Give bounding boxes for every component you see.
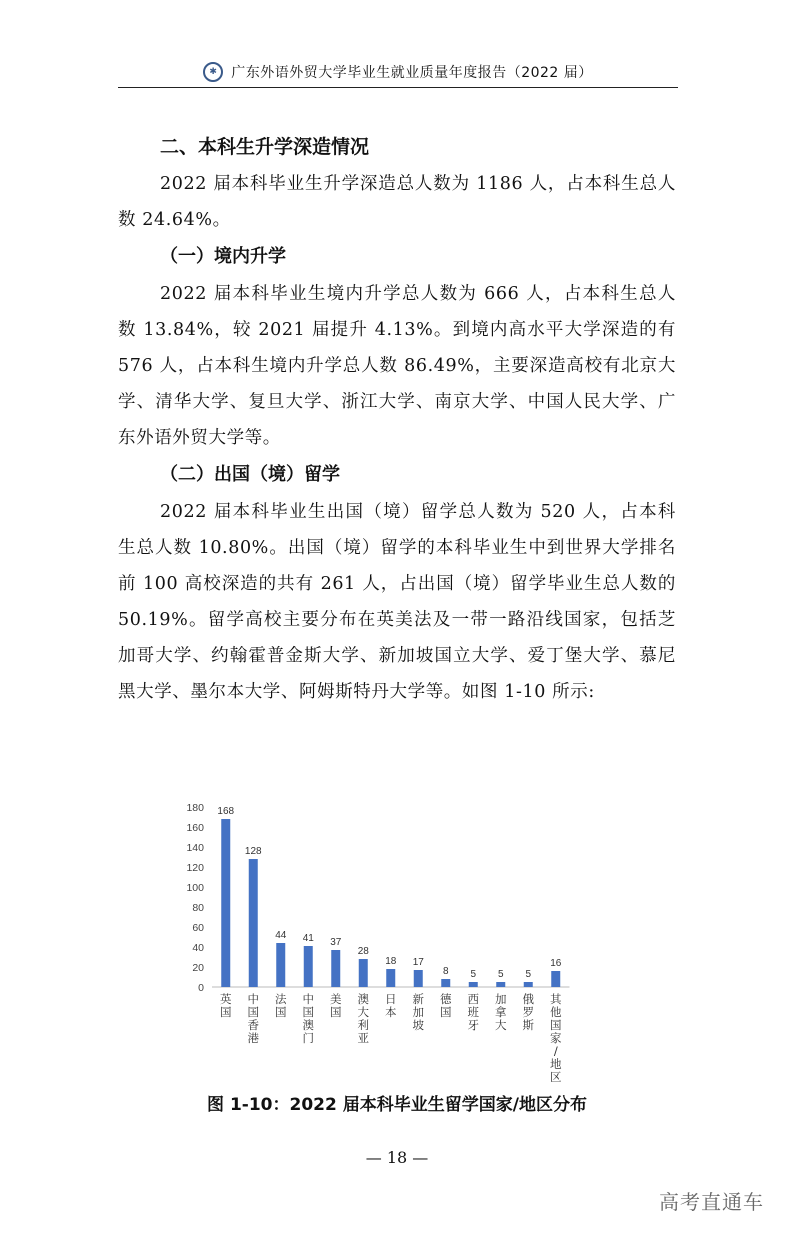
domestic-text: 2022 届本科毕业生境内升学总人数为 666 人，占本科生总人数 13.84%，较 2021 届提升 4.13%。到境内高水平大学深造的有 576 人，占本科生境内升学总人数 86.49%，主要深造高校有北京大学、清华大学、复旦大学、浙江大学、南京大学、中国人民大学、广东外语外贸大学等。: [118, 284, 676, 448]
bar-2: [276, 943, 285, 987]
category-label: 英国: [220, 992, 232, 1019]
data-label: 16: [550, 958, 562, 969]
data-label: 44: [275, 930, 287, 941]
category-label: 新加坡: [412, 992, 424, 1032]
data-label: 8: [442, 966, 449, 977]
data-label: 128: [244, 846, 262, 857]
bar-5: [359, 959, 368, 987]
domestic-title: （一）境内升学: [160, 246, 286, 267]
section-intro: 2022 届本科毕业生升学深造总人数为 1186 人，占本科生总人数 24.64%。: [118, 174, 676, 230]
y-tick-label: 180: [186, 802, 204, 814]
bar-7: [414, 970, 423, 987]
category-label: 日本: [385, 992, 397, 1019]
category-label: 俄罗斯: [522, 992, 534, 1032]
y-tick-label: 40: [192, 942, 204, 954]
watermark: 高考直通车: [659, 1190, 764, 1214]
category-label: 法国: [275, 992, 287, 1019]
y-tick-label: 0: [198, 982, 204, 994]
page-number: — 18 —: [365, 1148, 429, 1167]
category-label: 德国: [440, 992, 452, 1019]
bar-12: [551, 971, 560, 987]
bar-11: [524, 982, 533, 987]
y-tick-label: 80: [192, 902, 204, 914]
bar-4: [331, 950, 340, 987]
university-seal-icon: ✱: [203, 62, 223, 82]
bar-10: [496, 982, 505, 987]
data-label: 37: [330, 937, 342, 948]
chart-caption: 图 1-10：2022 届本科毕业生留学国家/地区分布: [207, 1095, 587, 1115]
section-title: 二、本科生升学深造情况: [160, 136, 370, 158]
main-content: [118, 128, 676, 710]
category-label: 其他国家/地区: [550, 992, 562, 1082]
bar-9: [469, 982, 478, 987]
bar-chart: [176, 792, 596, 1082]
y-tick-label: 140: [186, 842, 204, 854]
abroad-text: 2022 届本科毕业生出国（境）留学总人数为 520 人，占本科生总人数 10.80%。出国（境）留学的本科毕业生中到世界大学排名前 100 高校深造的共有 261 人，占出国（境）留学毕业生总人数的 50.19%。留学高校主要分布在英美法及一带一路沿线国家，包括芝加哥大学、约翰霍普金斯大学、新加坡国立大学、爱丁堡大学、慕尼黑大学、墨尔本大学、阿姆斯特丹大学等。如图 1-10 所示:: [118, 502, 676, 702]
data-label: 18: [385, 956, 397, 967]
data-label: 168: [217, 806, 235, 817]
bar-0: [221, 819, 230, 987]
category-label: 中国香港: [247, 992, 259, 1045]
data-label: 28: [357, 946, 369, 957]
bar-3: [304, 946, 313, 987]
y-tick-label: 120: [186, 862, 204, 874]
y-tick-label: 20: [192, 962, 204, 974]
category-label: 加拿大: [495, 992, 507, 1032]
data-label: 5: [525, 969, 532, 980]
data-label: 17: [412, 957, 424, 968]
y-tick-label: 160: [186, 822, 204, 834]
category-label: 中国澳门: [302, 992, 314, 1045]
abroad-title: （二）出国（境）留学: [160, 464, 340, 485]
bar-1: [249, 859, 258, 987]
category-label: 美国: [330, 992, 342, 1019]
data-label: 5: [497, 969, 504, 980]
y-tick-label: 100: [186, 882, 204, 894]
data-label: 5: [470, 969, 477, 980]
page-header: [118, 60, 678, 88]
category-label: 澳大利亚: [357, 992, 369, 1045]
category-label: 西班牙: [467, 992, 479, 1032]
y-tick-label: 60: [192, 922, 204, 934]
bar-6: [386, 969, 395, 987]
header-title: 广东外语外贸大学毕业生就业质量年度报告（2022 届）: [231, 64, 593, 81]
data-label: 41: [302, 933, 314, 944]
bar-8: [441, 979, 450, 987]
